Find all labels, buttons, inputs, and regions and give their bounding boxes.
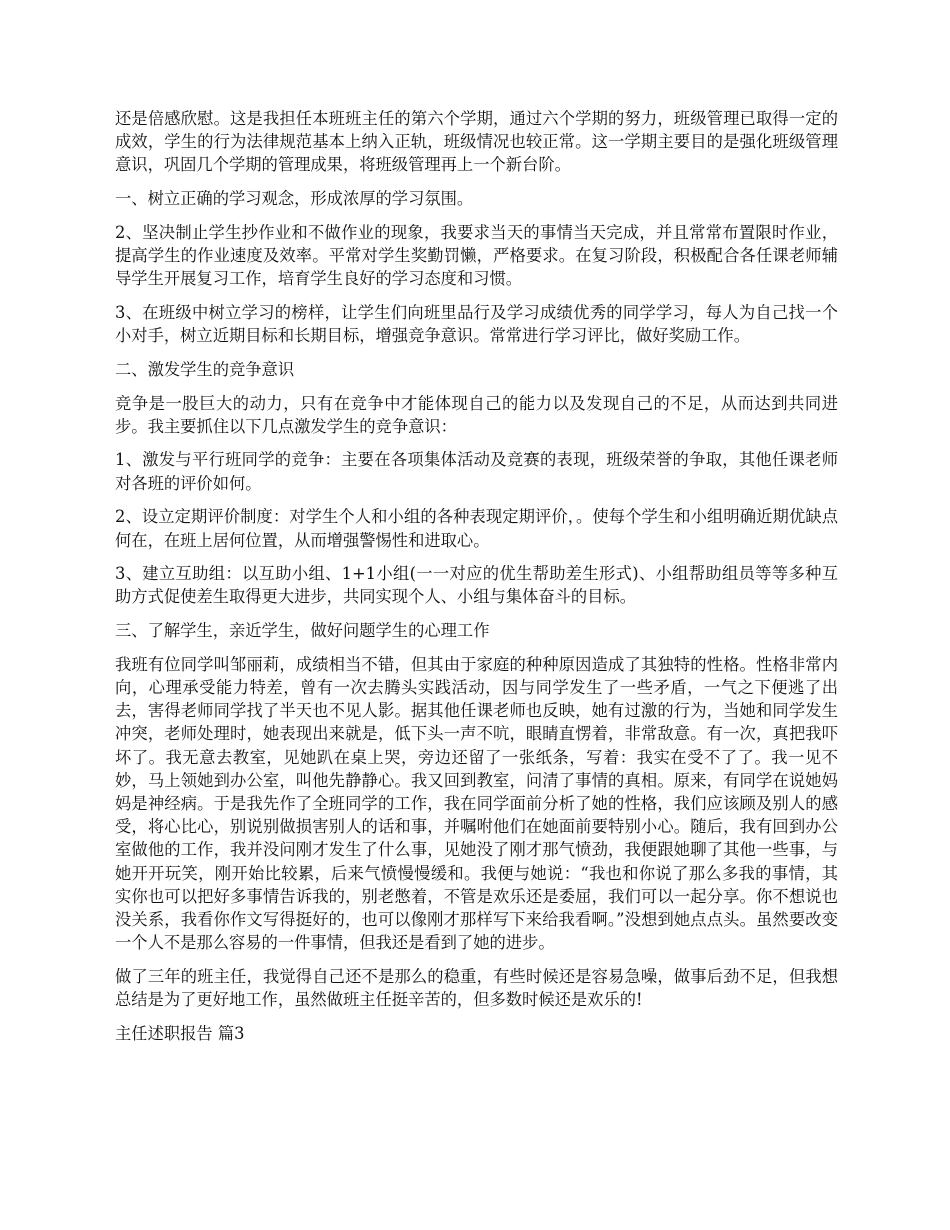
paragraph-conclusion: 做了三年的班主任，我觉得自己还不是那么的稳重，有些时候还是容易急噪，做事后劲不足，但我想总结是为了更好地工作，虽然做班主任挺辛苦的，但多数时候还是欢乐的! — [115, 967, 838, 1010]
paragraph-story: 我班有位同学叫邹丽莉，成绩相当不错，但其由于家庭的种种原因造成了其独特的性格。性格非常内向，心理承受能力特差，曾有一次去腾头实践活动，因与同学发生了一些矛盾，一气之下便逃了出去，害得老师同学找了半天也不见人影。据其他任课老师也反映，她有过激的行为，当她和同学发生冲突，老师处理时，她表现出来就是，低下头一声不吭，眼睛直愣着，非常敌意。有一次，真把我吓坏了。我无意去教室，见她趴在桌上哭，旁边还留了一张纸条，写着：我实在受不了了。我一见不妙，马上领她到办公室，叫他先静静心。我又回到教室，问清了事情的真相。原来，有同学在说她妈妈是神经病。于是我先作了全班同学的工作，我在同学面前分析了她的性格，我们应该顾及别人的感受，将心比心，别说别做损害别人的话和事，并嘱咐他们在她面前要特别小心。随后，我有回到办公室做他的工作，我并没问刚才发生了什么事，见她没了刚才那气愤劲，我便跟她聊了其他一些事，与她开开玩笑，刚开始比较累，后来气愤慢慢缓和。我便与她说：“我也和你说了那么多我的事情，其实你也可以把好多事情告诉我的，别老憋着，不管是欢乐还是委屈，我们可以一起分享。你不想说也没关系，我看你作文写得挺好的，也可以像刚才那样写下来给我看啊。”没想到她点点头。虽然要改变一个人不是那么容易的一件事情，但我还是看到了她的进步。 — [115, 654, 838, 953]
paragraph-item: 2、设立定期评价制度：对学生个人和小组的各种表现定期评价，。使每个学生和小组明确近期优缺点何在，在班上居何位置，从而增强警惕性和进取心。 — [115, 507, 838, 550]
heading-report-3: 主任述职报告 篇3 — [115, 1023, 245, 1043]
heading-section-3: 三、了解学生，亲近学生，做好问题学生的心理工作 — [115, 621, 490, 641]
paragraph-item: 3、建立互助组：以互助小组、1+1小组(一一对应的优生帮助差生形式)、小组帮助组员等等多种互助方式促使差生取得更大进步，共同实现个人、小组与集体奋斗的目标。 — [115, 564, 838, 607]
paragraph-body: 竞争是一股巨大的动力，只有在竞争中才能体现自己的能力以及发现自己的不足，从而达到共同进步。我主要抓住以下几点激发学生的竞争意识： — [115, 393, 838, 436]
paragraph-item: 1、激发与平行班同学的竞争：主要在各项集体活动及竞赛的表现，班级荣誉的争取，其他任课老师对各班的评价如何。 — [115, 450, 838, 493]
paragraph-item: 2、坚决制止学生抄作业和不做作业的现象，我要求当天的事情当天完成，并且常常布置限时作业，提高学生的作业速度及效率。平常对学生奖勤罚懒，严格要求。在复习阶段，积极配合各任课老师辅导学生开展复习工作，培育学生良好的学习态度和习惯。 — [115, 222, 838, 289]
document-body — [115, 107, 838, 1056]
heading-section-2: 二、激发学生的竞争意识 — [115, 359, 295, 379]
paragraph-item: 3、在班级中树立学习的榜样，让学生们向班里品行及学习成绩优秀的同学学习，每人为自己找一个小对手，树立近期目标和长期目标，增强竞争意识。常常进行学习评比，做好奖励工作。 — [115, 302, 838, 346]
paragraph-intro: 还是倍感欣慰。这是我担任本班班主任的第六个学期，通过六个学期的努力，班级管理已取得一定的成效，学生的行为法律规范基本上纳入正轨，班级情况也较正常。这一学期主要目的是强化班级管理意识，巩固几个学期的管理成果，将班级管理再上一个新台阶。 — [115, 109, 838, 175]
heading-section-1: 一、树立正确的学习观念，形成浓厚的学习氛围。 — [115, 189, 474, 209]
